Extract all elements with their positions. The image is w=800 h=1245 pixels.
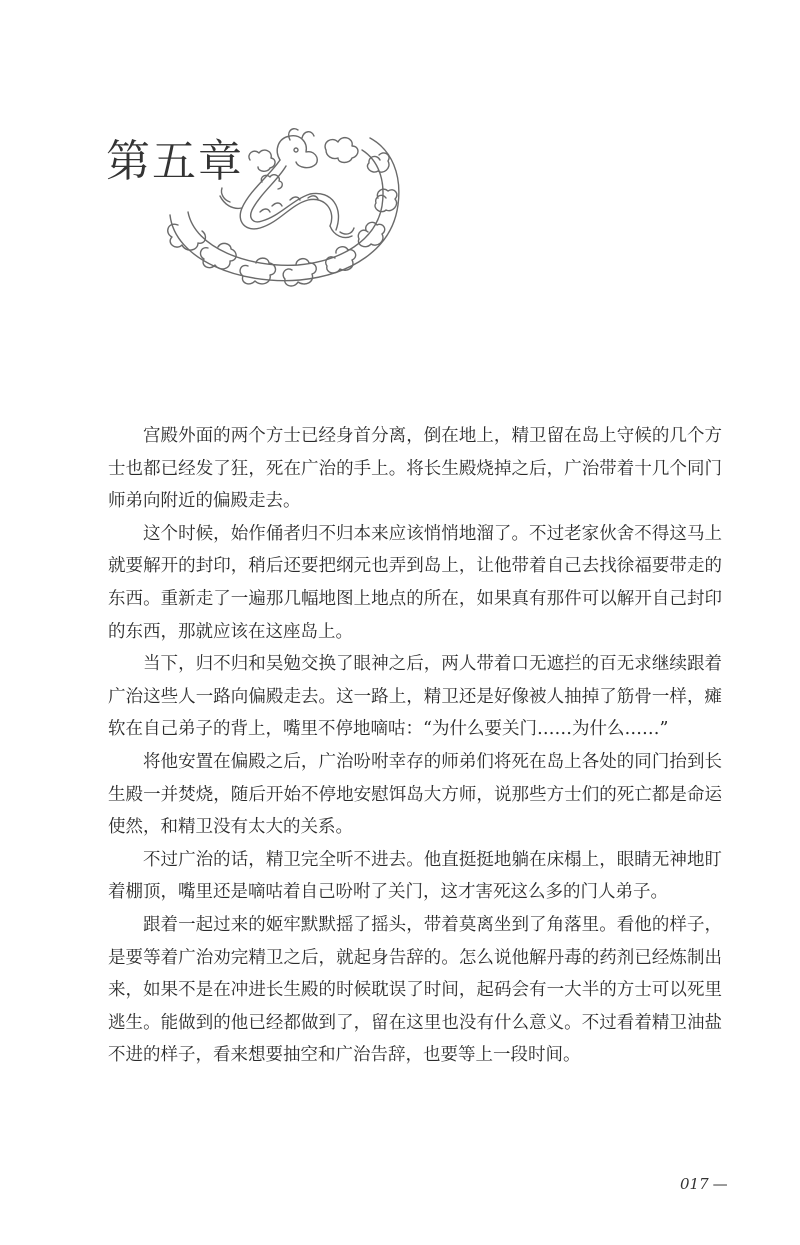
paragraph-3: 当下，归不归和吴勉交换了眼神之后，两人带着口无遮拦的百无求继续跟着广治这些人一路向偏殿走去。这一路上，精卫还是好像被人抽掉了筋骨一样，瘫软在自己弟子的背上，嘴里不停地嘀咕：“为什么要关门……为什么……”: [108, 654, 722, 740]
page-number-dash: —: [712, 1175, 728, 1193]
chapter-title: 第五章: [106, 136, 244, 187]
chapter-header: [100, 120, 420, 290]
paragraph-6: 跟着一起过来的姬牢默默摇了摇头，带着莫离坐到了角落里。看他的样子，是要等着广治劝完精卫之后，就起身告辞的。怎么说他解丹毒的药剂已经炼制出来，如果不是在冲进长生殿的时候耽误了时间，起码会有一大半的方士可以死里逃生。能做到的他已经都做到了，留在这里也没有什么意义。不过看着精卫油盐不进的样子，看来想要抽空和广治告辞，也要等上一段时间。: [108, 914, 722, 1066]
paragraph-2: 这个时候，始作俑者归不归本来应该悄悄地溜了。不过老家伙舍不得这马上就要解开的封印，稍后还要把纲元也弄到岛上，让他带着自己去找徐福要带走的东西。重新走了一遍那几幅地图上地点的所在，如果真有那件可以解开自己封印的东西，那就应该在这座岛上。: [108, 523, 722, 642]
page-number: [680, 1175, 728, 1193]
paragraph-5: 不过广治的话，精卫完全听不进去。他直挺挺地躺在床榻上，眼睛无神地盯着棚顶，嘴里还是嘀咕着自己吩咐了关门，这才害死这么多的门人弟子。: [108, 849, 722, 903]
page-number-value: 017: [680, 1175, 709, 1193]
paragraph-1: 宫殿外面的两个方士已经身首分离，倒在地上，精卫留在岛上守候的几个方士也都已经发了狂，死在广治的手上。将长生殿烧掉之后，广治带着十几个同门师弟向附近的偏殿走去。: [108, 426, 722, 512]
paragraph-4: 将他安置在偏殿之后，广治吩咐幸存的师弟们将死在岛上各处的同门抬到长生殿一并焚烧，随后开始不停地安慰饵岛大方师，说那些方士们的死亡都是命运使然，和精卫没有太大的关系。: [108, 751, 722, 838]
chapter-body: [108, 420, 722, 1072]
